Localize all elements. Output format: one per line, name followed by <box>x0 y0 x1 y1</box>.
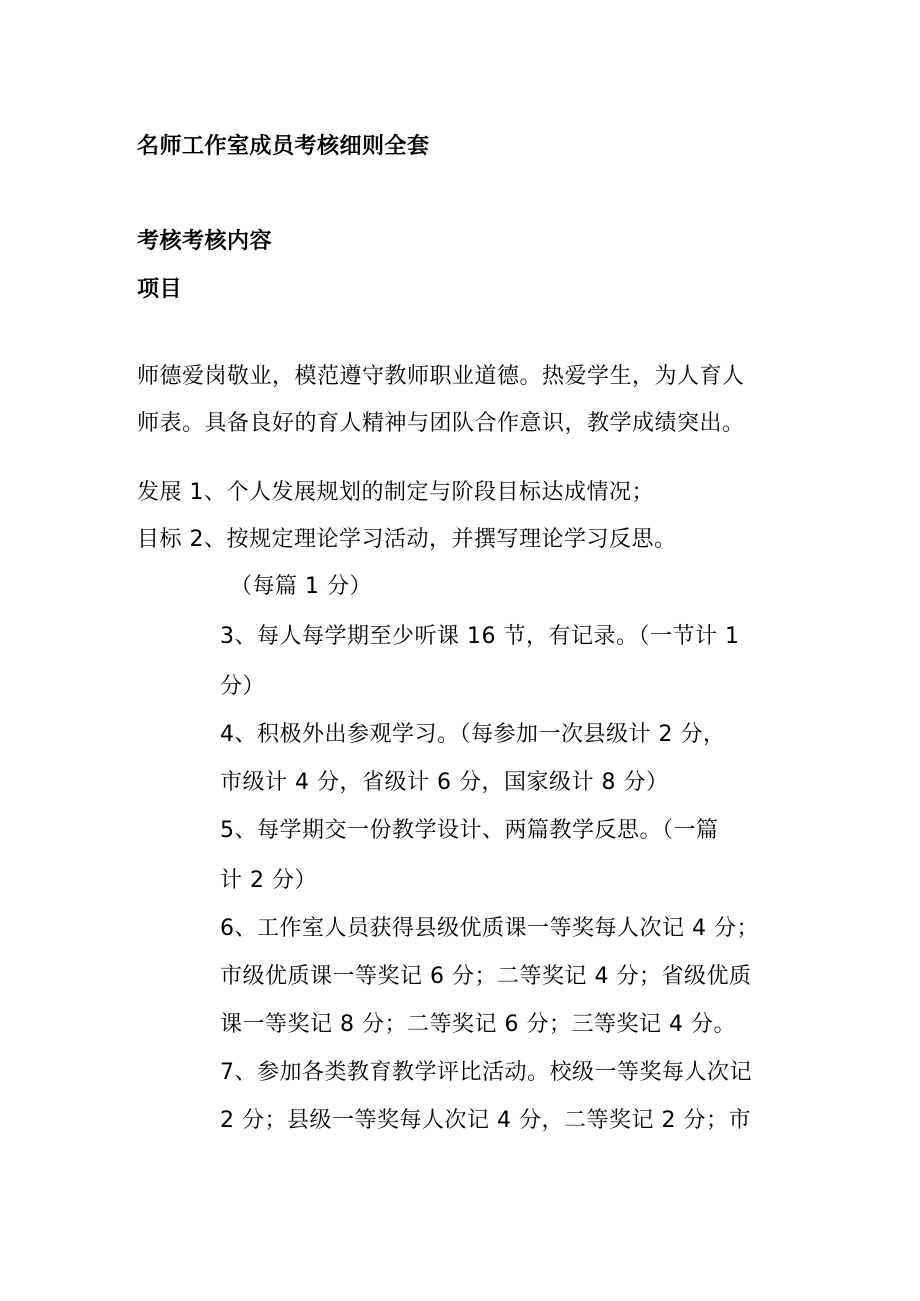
item-3-line-1: 3、每人每学期至少听课 16 节，有记录。（一节计 1 <box>220 624 740 649</box>
item-5-line-1: 5、每学期交一份教学设计、两篇教学反思。（一篇 <box>220 818 719 843</box>
item-4-line-2: 市级计 4 分，省级计 6 分，国家级计 8 分） <box>220 770 669 795</box>
item-4-line-1: 4、积极外出参观学习。（每参加一次县级计 2 分， <box>220 722 726 747</box>
item-5-line-2: 计 2 分） <box>220 868 317 893</box>
item-7-line-2: 2 分；县级一等奖每人次记 4 分，二等奖记 2 分；市 <box>220 1108 751 1133</box>
goal-item-2: 目标 2、按规定理论学习活动，并撰写理论学习反思。 <box>137 527 677 552</box>
item-6-line-3: 课一等奖记 8 分；二等奖记 6 分；三等奖记 4 分。 <box>220 1012 736 1037</box>
heading-item: 项目 <box>137 277 183 302</box>
item-6-line-1: 6、工作室人员获得县级优质课一等奖每人次记 4 分； <box>220 916 759 941</box>
item-7-line-1: 7、参加各类教育教学评比活动。校级一等奖每人次记 <box>220 1060 752 1085</box>
development-item-1: 发展 1、个人发展规划的制定与阶段目标达成情况； <box>137 480 654 505</box>
paragraph-ethics-line-2: 师表。具备良好的育人精神与团队合作意识，教学成绩突出。 <box>137 411 745 436</box>
document-title: 名师工作室成员考核细则全套 <box>137 134 430 159</box>
item-3-line-2: 分） <box>220 674 266 699</box>
heading-assessment-content: 考核考核内容 <box>137 229 273 254</box>
paragraph-ethics-line-1: 师德爱岗敬业，模范遵守教师职业道德。热爱学生，为人育人 <box>137 364 745 389</box>
item-6-line-2: 市级优质课一等奖记 6 分；二等奖记 4 分；省级优质 <box>220 964 752 989</box>
item-2-score-note: （每篇 1 分） <box>230 574 372 599</box>
